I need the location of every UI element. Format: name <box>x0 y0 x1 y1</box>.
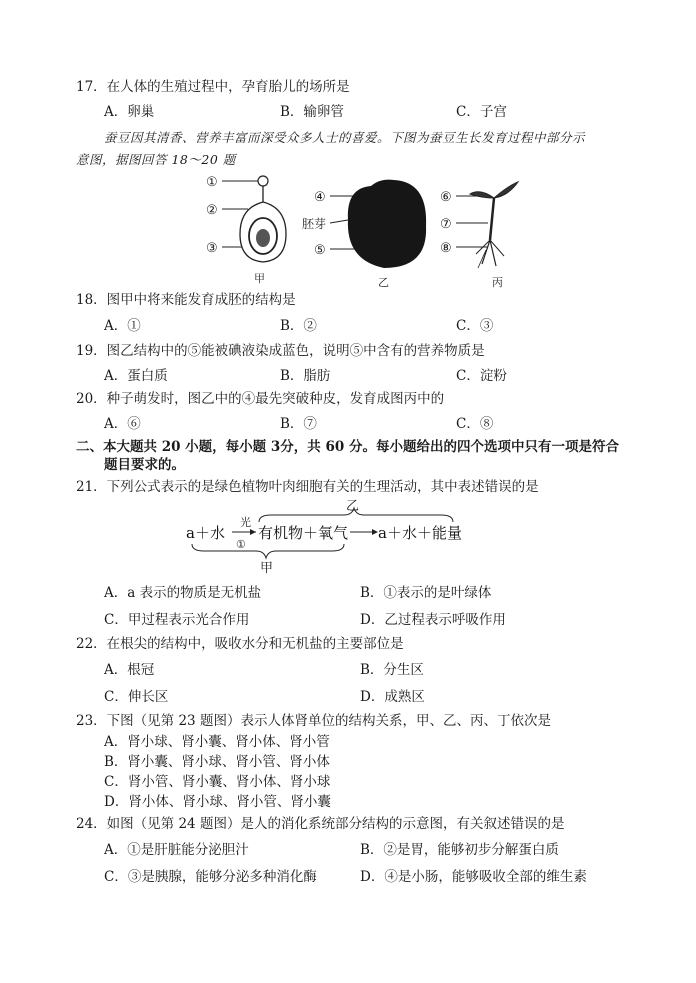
q17-option-c: C．子宫 <box>456 104 507 120</box>
q19-option-c: C．淀粉 <box>456 368 507 384</box>
pistil-outline <box>240 186 286 262</box>
q24-stem: 24．如图（见第 24 题图）是人的消化系统部分结构的示意图，有关叙述错误的是 <box>76 816 565 832</box>
q22-option-d: D．成熟区 <box>360 689 425 705</box>
formula-num: ① <box>236 538 246 551</box>
formula-top-label: 乙 <box>346 499 360 514</box>
q19-option-a: A．蛋白质 <box>104 368 168 384</box>
seed-figure <box>196 168 536 290</box>
q18-option-b: B．② <box>280 318 317 334</box>
fig-label-6: ⑥ <box>440 190 452 205</box>
fig-label-embryo-bud: 胚芽 <box>302 217 327 231</box>
q23-option-d: D．肾小体、肾小球、肾小管、肾小囊 <box>104 794 331 810</box>
q17-stem: 17．在人体的生殖过程中，孕育胎儿的场所是 <box>76 79 350 95</box>
q24-option-b: B．②是胃，能够初步分解蛋白质 <box>360 842 559 858</box>
q17-option-b: B．输卵管 <box>280 104 344 120</box>
fig-label-8: ⑧ <box>440 241 452 256</box>
q22-stem: 22．在根尖的结构中，吸收水分和无机盐的主要部位是 <box>76 636 404 652</box>
q19-stem: 19．图乙结构中的⑤能被碘液染成蓝色，说明⑤中含有的营养物质是 <box>76 343 485 359</box>
ovule-core <box>256 229 270 247</box>
stigma <box>258 176 268 186</box>
formula-light: 光 <box>240 516 251 529</box>
formula-right: a＋水＋能量 <box>378 524 462 542</box>
q24-option-c: C．③是胰腺，能够分泌多种消化酶 <box>104 869 317 885</box>
intro-line-1: 蚕豆因其清香、营养丰富而深受众多人士的喜爱。下图为蚕豆生长发育过程中部分示 <box>104 130 586 145</box>
intro-line-2: 意图，据图回答 18～20 题 <box>76 152 236 167</box>
photosynthesis-formula <box>186 496 476 576</box>
q21-option-b: B．①表示的是叶绿体 <box>360 585 492 601</box>
fig-label-2: ② <box>206 203 218 218</box>
fig-label-7: ⑦ <box>440 217 452 232</box>
formula-left: a＋水 <box>186 524 225 542</box>
q23-option-c: C．肾小管、肾小囊、肾小体、肾小球 <box>104 774 331 790</box>
q22-option-b: B．分生区 <box>360 662 424 678</box>
section2-heading-line1: 二、本大题共 20 小题，每小题 3分，共 60 分。每小题给出的四个选项中只有一项是符合 <box>76 439 619 455</box>
q18-option-a: A．① <box>104 318 141 334</box>
fig-label-5: ⑤ <box>314 243 326 258</box>
fig-caption-bing: 丙 <box>492 276 503 289</box>
fig-label-4: ④ <box>314 190 326 205</box>
q23-option-a: A．肾小球、肾小囊、肾小体、肾小管 <box>104 734 330 750</box>
brace-bottom <box>192 544 344 558</box>
formula-bottom-label: 甲 <box>260 561 274 576</box>
q20-option-a: A．⑥ <box>104 416 141 432</box>
fig-label-3: ③ <box>206 241 218 256</box>
fig-caption-yi: 乙 <box>378 276 389 289</box>
q18-option-c: C．③ <box>456 318 494 334</box>
q21-option-a: A．a 表示的物质是无机盐 <box>104 585 262 601</box>
q20-option-b: B．⑦ <box>280 416 317 432</box>
q22-option-c: C．伸长区 <box>104 689 169 705</box>
q24-option-d: D．④是小肠，能够吸收全部的维生素 <box>360 869 587 885</box>
section2-heading-line2: 题目要求的。 <box>104 457 185 473</box>
formula-middle: 有机物＋氧气 <box>258 524 349 542</box>
seedling <box>470 182 518 268</box>
q19-option-b: B．脂肪 <box>280 368 331 384</box>
q20-option-c: C．⑧ <box>456 416 494 432</box>
fig-caption-jia: 甲 <box>254 272 265 285</box>
q21-stem: 21．下列公式表示的是绿色植物叶肉细胞有关的生理活动，其中表述错误的是 <box>76 479 539 495</box>
q23-stem: 23．下图（见第 23 题图）表示人体肾单位的结构关系，甲、乙、丙、丁依次是 <box>76 713 551 729</box>
q18-stem: 18．图甲中将来能发育成胚的结构是 <box>76 292 296 308</box>
q21-option-d: D．乙过程表示呼吸作用 <box>360 612 506 628</box>
bean-seed <box>348 180 426 268</box>
q24-option-a: A．①是肝脏能分泌胆汁 <box>104 842 249 858</box>
q23-option-b: B．肾小囊、肾小球、肾小管、肾小体 <box>104 754 330 770</box>
q20-stem: 20．种子萌发时，图乙中的④最先突破种皮，发育成图丙中的 <box>76 391 445 407</box>
q22-option-a: A．根冠 <box>104 662 155 678</box>
fig-label-1: ① <box>206 175 218 190</box>
q21-option-c: C．甲过程表示光合作用 <box>104 612 250 628</box>
q17-option-a: A．卵巢 <box>104 104 155 120</box>
